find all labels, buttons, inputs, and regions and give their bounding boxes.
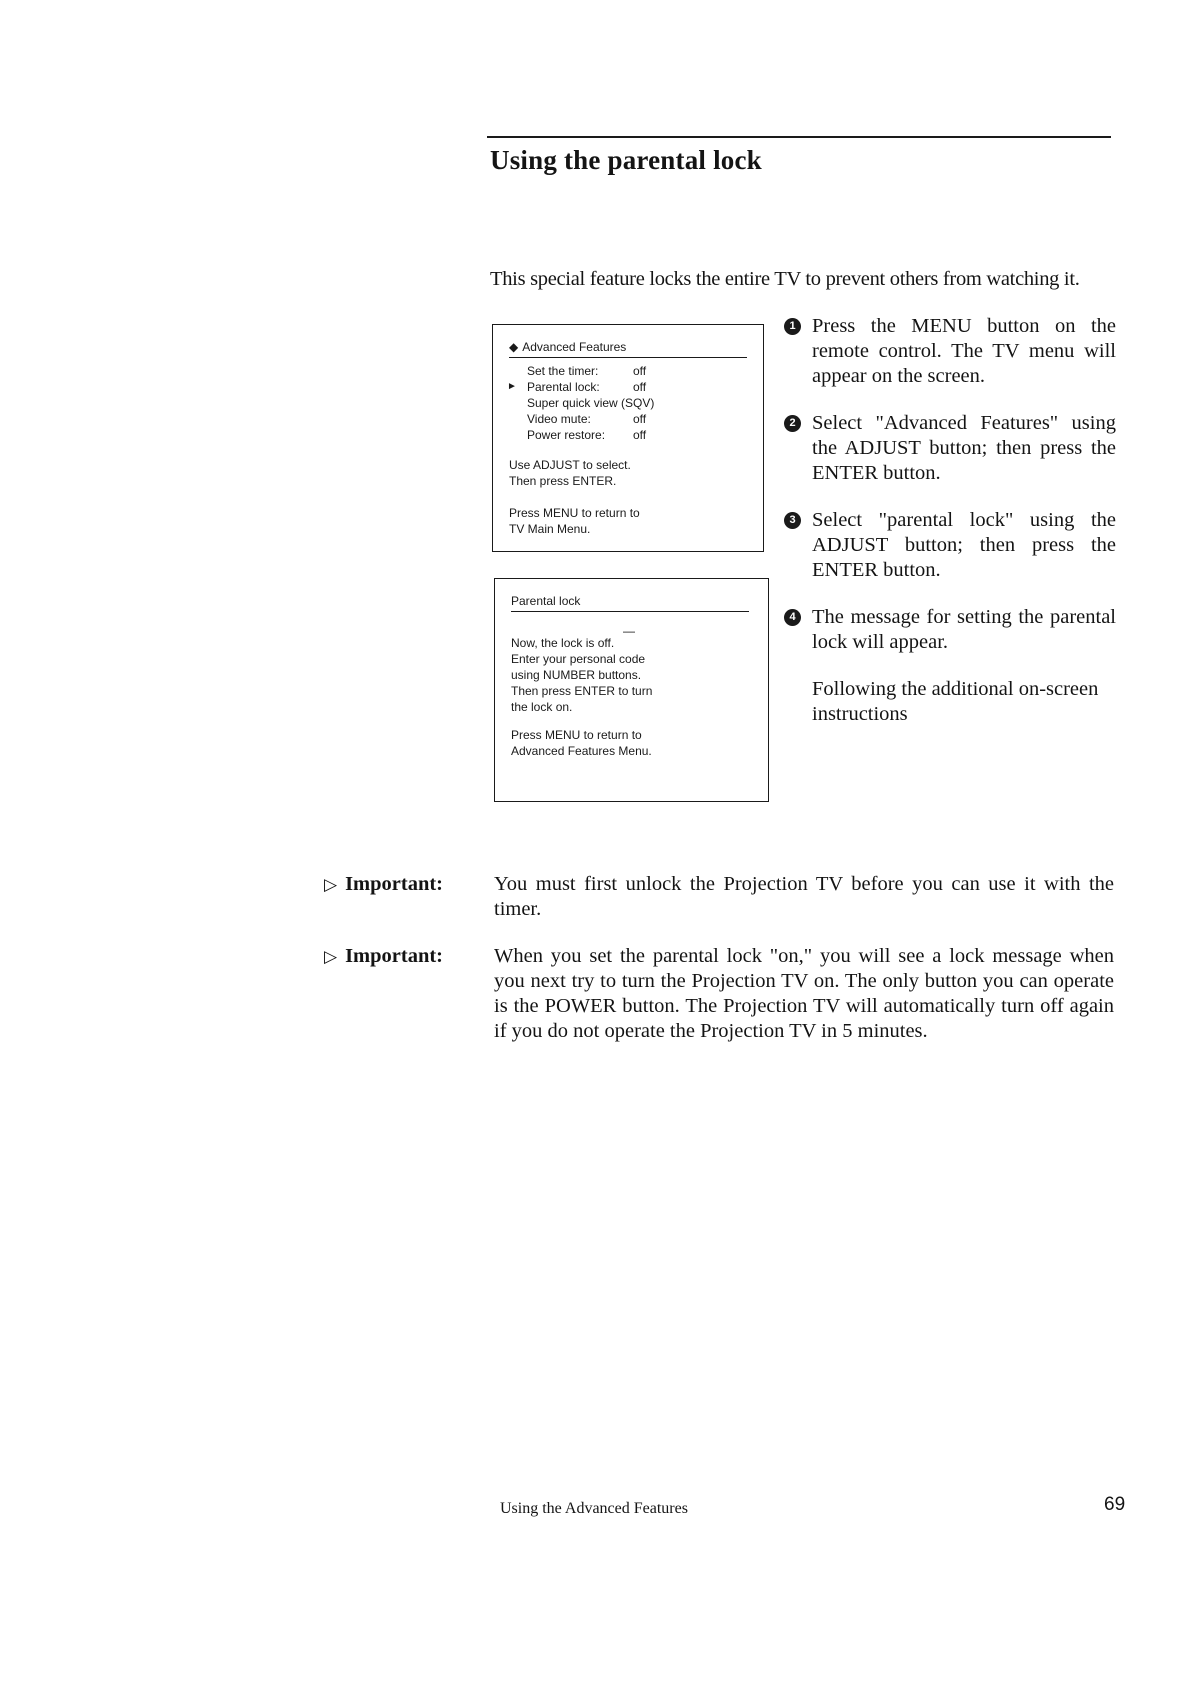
menu-item-label: Set the timer: [527, 364, 599, 378]
step-extra-text: Following the additional on-screen instructions [812, 678, 1099, 725]
step-number-badge: 2 [784, 415, 801, 432]
menu-item-label: Parental lock: [527, 380, 600, 394]
menu-item-label: Power restore: [527, 428, 606, 442]
step-number-badge: 1 [784, 318, 801, 335]
screen-header-label: Advanced Features [522, 340, 627, 354]
menu-item-label: Video mute: [527, 412, 591, 426]
menu-item-value: off [633, 412, 647, 426]
step-2 [784, 411, 1116, 486]
step-text: Select "Advanced Features" using the ADJUST button; then press the ENTER button. [812, 412, 1116, 484]
step-3 [784, 508, 1116, 583]
triangle-right-icon: ▷ [324, 947, 338, 967]
diamond-icon: ◆ [509, 340, 519, 354]
menu-item-value: off [633, 428, 647, 442]
important-text: When you set the parental lock "on," you will see a lock message when you next try to turn the Projection TV on. The only button you can operate is the POWER button. The Projection TV will automatically turn off again if you do not operate the Projection TV in 5 minutes. [494, 945, 1114, 1042]
important-label-wrap [324, 872, 443, 898]
important-label: Important: [345, 873, 444, 895]
page-number: 69 [1104, 1494, 1126, 1515]
step-text: Press the MENU button on the remote control. The TV menu will appear on the screen. [812, 315, 1116, 387]
step-number-badge: 4 [784, 609, 801, 626]
hint-menu-return: Press MENU to return to [511, 728, 642, 742]
hint-main-menu: TV Main Menu. [509, 522, 591, 536]
message-line: the lock on. [511, 700, 573, 714]
menu-items [507, 363, 655, 443]
hint-adjust: Use ADJUST to select. [509, 458, 631, 472]
message-line: using NUMBER buttons. [511, 668, 642, 682]
screen-header-label: Parental lock [511, 593, 749, 612]
advanced-features-screen [492, 324, 764, 552]
menu-item-super-quick-view [527, 395, 654, 411]
important-text: You must first unlock the Projection TV before you can use it with the timer. [494, 873, 1114, 920]
important-label: Important: [345, 945, 444, 967]
parental-lock-screen [494, 578, 769, 802]
step-text: The message for setting the parental lock will appear. [812, 606, 1116, 653]
step-text: Select "parental lock" using the ADJUST button; then press the ENTER button. [812, 509, 1116, 581]
menu-item-value: off [633, 380, 647, 394]
message-line: Enter your personal code [511, 652, 646, 666]
message-line: Then press ENTER to turn [511, 684, 653, 698]
code-entry-dash: — [623, 624, 635, 638]
hint-advanced-menu: Advanced Features Menu. [511, 744, 652, 758]
step-1 [784, 314, 1116, 389]
step-4 [784, 605, 1116, 727]
footer-section-title: Using the Advanced Features [500, 1500, 688, 1517]
menu-item-value: off [633, 364, 647, 378]
step-number-badge: 3 [784, 512, 801, 529]
screen-header [509, 339, 747, 358]
menu-item-video-mute [527, 411, 654, 427]
hint-menu-return: Press MENU to return to [509, 506, 640, 520]
menu-item-label: Super quick view (SQV) [527, 396, 655, 410]
menu-item-set-timer [527, 363, 654, 379]
important-label-wrap [324, 944, 443, 970]
intro-paragraph: This special feature locks the entire TV to prevent others from watching it. [490, 268, 1080, 290]
menu-item-parental-lock [507, 379, 654, 395]
message-line: Now, the lock is off. [511, 636, 615, 650]
pointer-arrow-icon: ► [507, 381, 517, 392]
triangle-right-icon: ▷ [324, 875, 338, 895]
title-rule [487, 136, 1111, 138]
menu-item-power-restore [527, 427, 654, 443]
steps-list [784, 314, 1116, 749]
page-title: Using the parental lock [490, 145, 762, 175]
hint-enter: Then press ENTER. [509, 474, 617, 488]
